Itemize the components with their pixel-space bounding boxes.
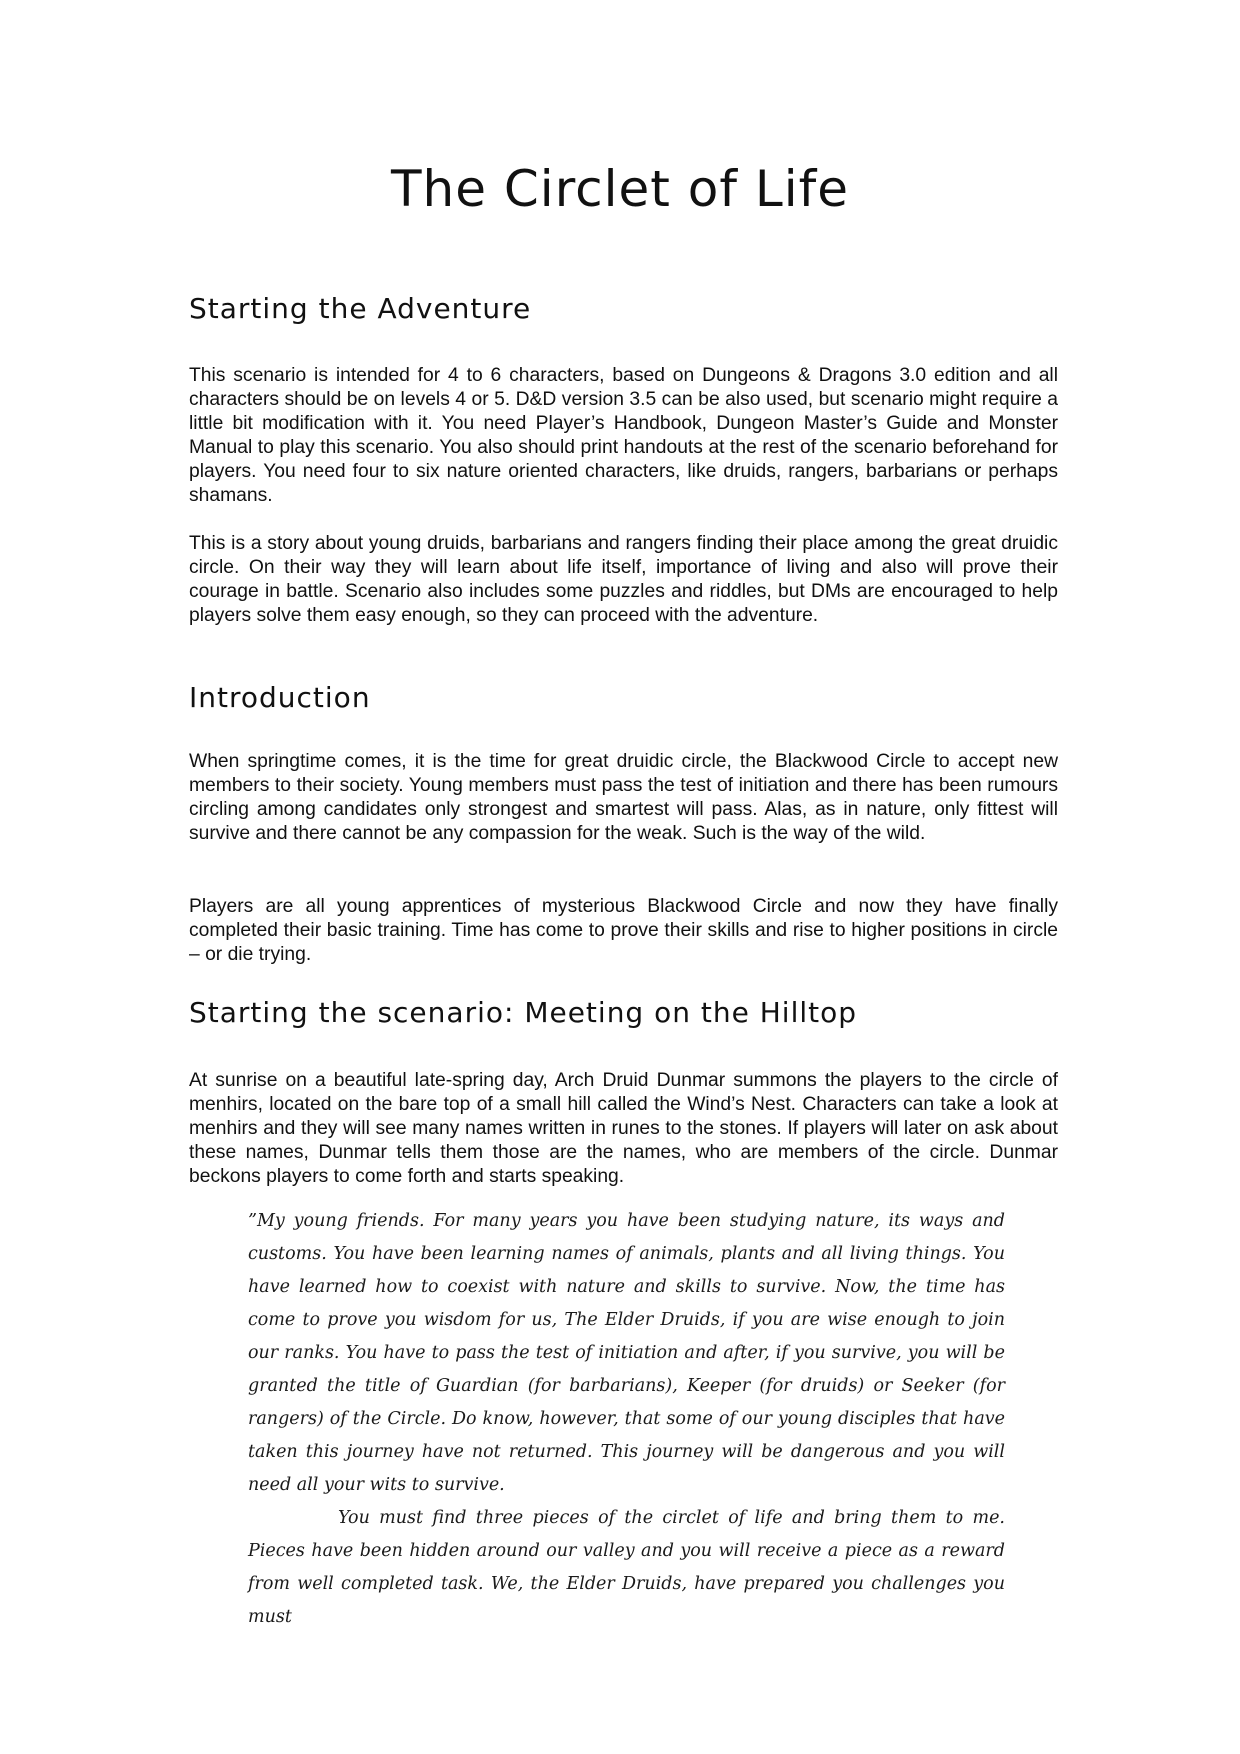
paragraph-apprentices: Players are all young apprentices of mysterious Blackwood Circle and now they have finally completed their basic training. Time has come to prove their skills and rise to higher positions in circle – or die trying. xyxy=(189,896,1058,965)
paragraph-story-summary: This is a story about young druids, barbarians and rangers finding their place among the great druidic circle. On their way they will learn about life itself, importance of living and also will prove their courage in battle. Scenario also includes some puzzles and riddles, but DMs are encouraged to help players solve them easy enough, so they can proceed with the adventure. xyxy=(189,533,1058,626)
section-heading-starting-adventure: Starting the Adventure xyxy=(189,292,532,325)
paragraph-sunrise: At sunrise on a beautiful late-spring day, Arch Druid Dunmar summons the players to the circle of menhirs, located on the bare top of a small hill called the Wind’s Nest. Characters can take a look at menhirs and they will see many names written in runes to the stones. If players will later on ask about these names, Dunmar tells them those are the names, who are members of the circle. Dunmar beckons players to come forth and starts speaking. xyxy=(189,1070,1058,1187)
section-heading-meeting-hilltop: Starting the scenario: Meeting on the Hilltop xyxy=(189,996,858,1029)
quote-dunmar-speech-1: ”My young friends. For many years you have been studying nature, its ways and customs. You have been learning names of animals, plants and all living things. You have learned how to coexist with nature and skills to survive. Now, the time has come to prove you wisdom for us, The Elder Druids, if you are wise enough to join our ranks. You have to pass the test of initiation and after, if you survive, you will be granted the title of Guardian (for barbarians), Keeper (for druids) or Seeker (for rangers) of the Circle. Do know, however, that some of our young disciples that have taken this journey have not returned. This journey will be dangerous and you will need all your wits to survive. xyxy=(248,1211,1005,1495)
quote-dunmar-speech-2: You must find three pieces of the circlet of life and bring them to me. Pieces have been hidden around our valley and you will receive a piece as a reward from well completed task. We, the Elder Druids, have prepared you challenges you must xyxy=(248,1508,1005,1627)
document-title: The Circlet of Life xyxy=(391,160,849,218)
paragraph-scenario-intro: This scenario is intended for 4 to 6 characters, based on Dungeons & Dragons 3.0 edition and all characters should be on levels 4 or 5. D&D version 3.5 can be also used, but scenario might require a little bit modification with it. You need Player’s Handbook, Dungeon Master’s Guide and Monster Manual to play this scenario. You also should print handouts at the rest of the scenario beforehand for players. You need four to six nature oriented characters, like druids, rangers, barbarians or perhaps shamans. xyxy=(189,365,1058,506)
paragraph-springtime: When springtime comes, it is the time for great druidic circle, the Blackwood Circle to accept new members to their society. Young members must pass the test of initiation and there has been rumours circling among candidates only strongest and smartest will pass. Alas, as in nature, only fittest will survive and there cannot be any compassion for the weak. Such is the way of the wild. xyxy=(189,751,1058,844)
section-heading-introduction: Introduction xyxy=(189,681,371,714)
